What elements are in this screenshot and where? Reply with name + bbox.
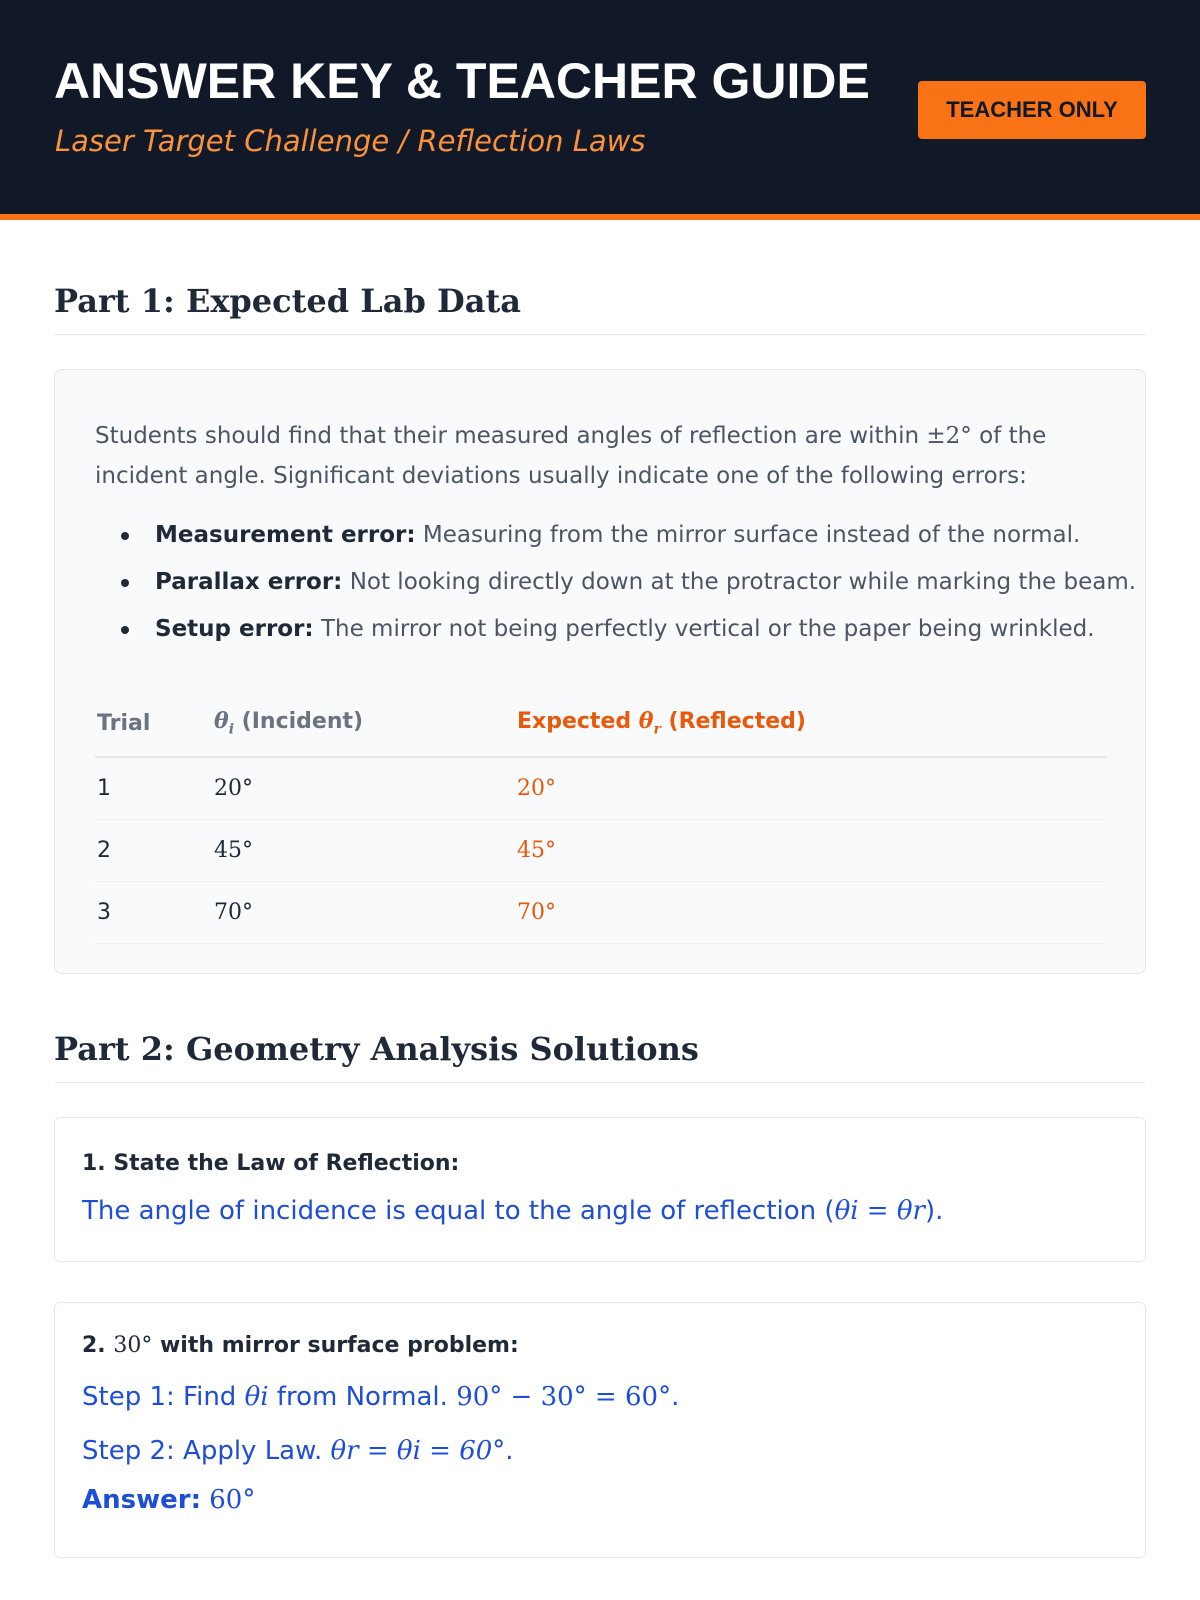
- teacher-only-badge: TEACHER ONLY: [918, 81, 1146, 139]
- incident-cell: 70°: [212, 882, 515, 944]
- col-incident: $\theta_i$ (Incident): [212, 690, 515, 757]
- error-label: Parallax error:: [155, 569, 343, 595]
- final-answer: [82, 1485, 255, 1515]
- solution-step-1: Step 1: Find θi from Normal. 90° − 30° = 60°.: [82, 1382, 680, 1412]
- page-header: [0, 0, 1200, 220]
- expected-lab-data-card: [54, 369, 1146, 974]
- tolerance-value: ±2°: [926, 423, 972, 449]
- page-subtitle: Laser Target Challenge / Reflection Laws: [55, 124, 646, 158]
- question-2-label: 2. 30° with mirror surface problem:: [82, 1333, 519, 1358]
- question-2-card: [54, 1302, 1146, 1558]
- col-trial: Trial: [95, 690, 212, 757]
- trial-cell: 3: [95, 882, 212, 944]
- question-1-card: [54, 1117, 1146, 1262]
- expected-cell: 20°: [515, 757, 1107, 820]
- list-item: [95, 512, 1136, 559]
- list-item: [95, 606, 1136, 653]
- question-1-label: 1. State the Law of Reflection:: [82, 1151, 460, 1176]
- bullet-icon: [121, 532, 129, 540]
- error-text: Not looking directly down at the protractor while marking the beam.: [349, 569, 1137, 595]
- table-header-row: [95, 690, 1107, 757]
- part2-title: Part 2: Geometry Analysis Solutions: [54, 1030, 1146, 1083]
- trial-cell: 1: [95, 757, 212, 820]
- table-row: [95, 882, 1107, 944]
- lab-data-table: [95, 690, 1107, 944]
- error-label: Measurement error:: [155, 522, 416, 548]
- law-equation: θi = θr: [834, 1196, 925, 1226]
- col-expected: Expected $\theta_r$ (Reflected): [515, 690, 1107, 757]
- error-text: The mirror not being perfectly vertical or the paper being wrinkled.: [320, 616, 1095, 642]
- incident-cell: 45°: [212, 820, 515, 882]
- table-row: [95, 757, 1107, 820]
- expected-cell: 70°: [515, 882, 1107, 944]
- part1-title: Part 1: Expected Lab Data: [54, 282, 1146, 335]
- part1-intro: Students should find that their measured angles of reflection are within ±2° of the incident angle. Significant deviations usually indicate one of the following errors:: [95, 423, 1047, 489]
- page-title: ANSWER KEY & TEACHER GUIDE: [54, 53, 870, 109]
- solution-step-2: Step 2: Apply Law. θr = θi = 60°.: [82, 1436, 514, 1466]
- bullet-icon: [121, 626, 129, 634]
- question-1-answer: The angle of incidence is equal to the angle of reflection (θi = θr).: [82, 1196, 944, 1226]
- expected-cell: 45°: [515, 820, 1107, 882]
- bullet-icon: [121, 579, 129, 587]
- error-list: [95, 512, 1136, 653]
- incident-cell: 20°: [212, 757, 515, 820]
- trial-cell: 2: [95, 820, 212, 882]
- answer-label: Answer:: [82, 1485, 201, 1515]
- answer-value: 60°: [209, 1485, 256, 1515]
- table-row: [95, 820, 1107, 882]
- error-label: Setup error:: [155, 616, 314, 642]
- error-text: Measuring from the mirror surface instead of the normal.: [422, 522, 1081, 548]
- list-item: [95, 559, 1136, 606]
